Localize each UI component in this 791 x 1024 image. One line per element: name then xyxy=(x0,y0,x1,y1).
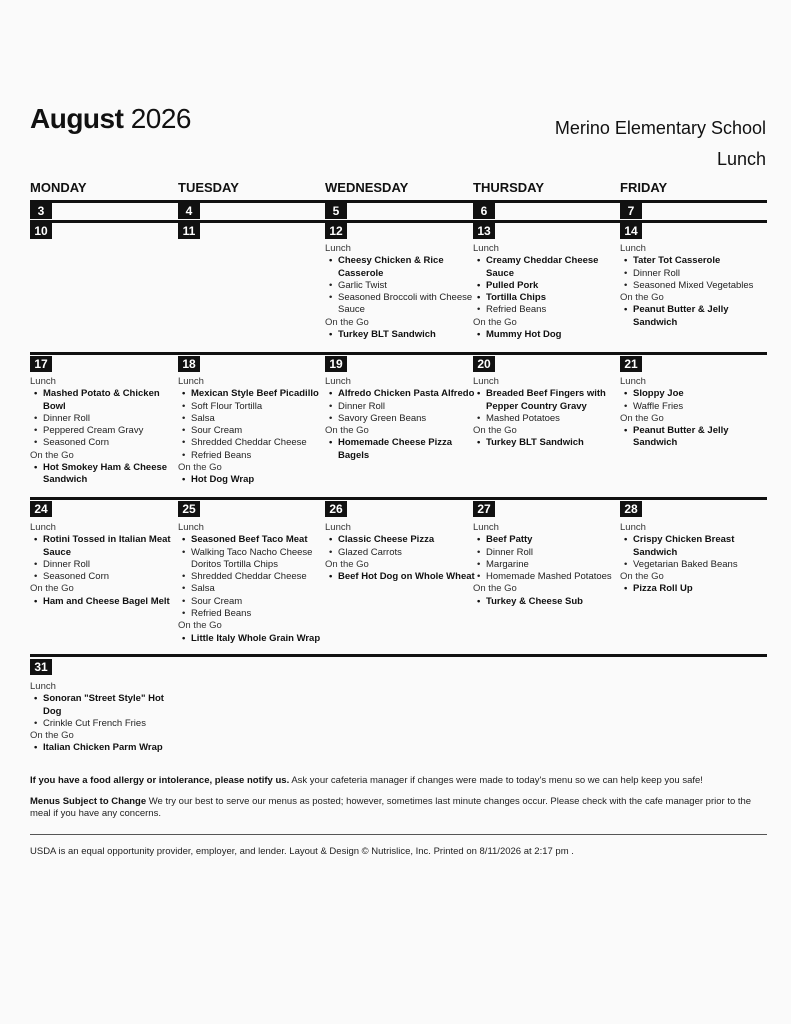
day-menu xyxy=(178,376,328,487)
menu-item: • Italian Chicken Parm Wrap xyxy=(30,742,180,754)
day-number: 11 xyxy=(178,223,200,239)
allergy-note-text: Ask your cafeteria manager if changes were made to today's menu so we can help keep you safe! xyxy=(289,775,703,786)
change-note xyxy=(30,796,770,821)
day-number: 14 xyxy=(620,223,642,239)
week-rule xyxy=(30,352,767,355)
meal-name: Lunch xyxy=(716,149,766,169)
menu-section-label: On the Go xyxy=(620,571,664,583)
menu-item: • Homemade Cheese Pizza Bagels xyxy=(325,437,475,462)
menu-item: • Breaded Beef Fingers with Pepper Country Gravy xyxy=(473,388,623,413)
menu-item: • Tortilla Chips xyxy=(473,292,623,304)
school-block xyxy=(555,113,766,175)
day-menu xyxy=(30,522,180,608)
day-number: 18 xyxy=(178,356,200,372)
menu-section-label: On the Go xyxy=(473,425,517,437)
menu-item: • Salsa xyxy=(178,413,328,425)
menu-section-label: Lunch xyxy=(325,522,351,533)
day-menu xyxy=(178,522,328,645)
menu-item: • Waffle Fries xyxy=(620,401,770,413)
menu-section-label: Lunch xyxy=(620,376,646,387)
change-note-bold: Menus Subject to Change xyxy=(30,795,147,807)
title-month: August xyxy=(30,103,124,134)
menu-item: • Beef Patty xyxy=(473,534,623,546)
title-year: 2026 xyxy=(130,103,192,134)
menu-item: • Shredded Cheddar Cheese xyxy=(178,437,328,449)
day-menu xyxy=(325,243,475,341)
menu-item: • Creamy Cheddar Cheese Sauce xyxy=(473,255,623,280)
menu-item: • Seasoned Mixed Vegetables xyxy=(620,280,770,292)
day-number: 19 xyxy=(325,356,347,372)
day-number: 13 xyxy=(473,223,495,239)
day-number: 28 xyxy=(620,501,642,517)
menu-item: • Pizza Roll Up xyxy=(620,583,770,595)
menu-section-label: Lunch xyxy=(325,376,351,387)
menu-item: • Hot Smokey Ham & Cheese Sandwich xyxy=(30,462,180,487)
day-number: 17 xyxy=(30,356,52,372)
day-menu xyxy=(473,376,623,450)
menu-section-label: Lunch xyxy=(473,376,499,387)
week-rule xyxy=(30,497,767,500)
menu-item: • Mexican Style Beef Picadillo xyxy=(178,388,328,400)
menu-item: • Margarine xyxy=(473,559,623,571)
menu-item: • Tater Tot Casserole xyxy=(620,255,770,267)
day-menu xyxy=(620,376,770,450)
menu-item: • Peanut Butter & Jelly Sandwich xyxy=(620,425,770,450)
day-number: 31 xyxy=(30,659,52,675)
day-headers xyxy=(30,180,767,198)
menu-item: • Refried Beans xyxy=(473,304,623,316)
menu-section-label: Lunch xyxy=(620,522,646,533)
menu-item: • Beef Hot Dog on Whole Wheat xyxy=(325,571,475,583)
day-header-thursday: THURSDAY xyxy=(473,180,545,195)
menu-item: • Dinner Roll xyxy=(325,401,475,413)
menu-item: • Dinner Roll xyxy=(30,413,180,425)
menu-section-label: Lunch xyxy=(325,243,351,254)
day-number: 6 xyxy=(473,203,495,219)
menu-item: • Seasoned Beef Taco Meat xyxy=(178,534,328,546)
menu-item: • Crinkle Cut French Fries xyxy=(30,718,180,730)
menu-item: • Glazed Carrots xyxy=(325,547,475,559)
menu-item: • Pulled Pork xyxy=(473,280,623,292)
day-menu xyxy=(620,243,770,329)
menu-item: • Hot Dog Wrap xyxy=(178,474,328,486)
menu-item: • Sour Cream xyxy=(178,596,328,608)
day-number: 27 xyxy=(473,501,495,517)
menu-section-label: Lunch xyxy=(620,243,646,254)
menu-item: • Refried Beans xyxy=(178,450,328,462)
menu-section-label: On the Go xyxy=(325,425,369,437)
menu-section-label: Lunch xyxy=(178,376,204,387)
menu-section-label: On the Go xyxy=(178,462,222,474)
menu-section-label: Lunch xyxy=(30,376,56,387)
menu-section-label: On the Go xyxy=(178,620,222,632)
menu-section-label: Lunch xyxy=(178,522,204,533)
menu-item: • Soft Flour Tortilla xyxy=(178,401,328,413)
menu-item: • Seasoned Corn xyxy=(30,571,180,583)
notes xyxy=(30,775,770,829)
day-menu xyxy=(30,681,180,755)
day-number: 4 xyxy=(178,203,200,219)
menu-item: • Sloppy Joe xyxy=(620,388,770,400)
day-menu xyxy=(30,376,180,487)
menu-item: • Turkey BLT Sandwich xyxy=(325,329,475,341)
menu-item: • Sour Cream xyxy=(178,425,328,437)
menu-item: • Cheesy Chicken & Rice Casserole xyxy=(325,255,475,280)
day-number: 12 xyxy=(325,223,347,239)
day-number: 24 xyxy=(30,501,52,517)
menu-item: • Mashed Potato & Chicken Bowl xyxy=(30,388,180,413)
menu-section-label: Lunch xyxy=(473,522,499,533)
menu-section-label: On the Go xyxy=(620,412,664,424)
menu-section-label: On the Go xyxy=(325,558,369,570)
menu-item: • Dinner Roll xyxy=(30,559,180,571)
week-rule xyxy=(30,200,767,203)
day-number: 7 xyxy=(620,203,642,219)
menu-item: • Crispy Chicken Breast Sandwich xyxy=(620,534,770,559)
day-header-monday: MONDAY xyxy=(30,180,87,195)
week-rule xyxy=(30,220,767,223)
menu-item: • Garlic Twist xyxy=(325,280,475,292)
day-menu xyxy=(473,522,623,608)
day-number: 21 xyxy=(620,356,642,372)
day-header-tuesday: TUESDAY xyxy=(178,180,239,195)
menu-item: • Alfredo Chicken Pasta Alfredo xyxy=(325,388,475,400)
menu-section-label: On the Go xyxy=(30,449,74,461)
menu-item: • Shredded Cheddar Cheese xyxy=(178,571,328,583)
day-number: 20 xyxy=(473,356,495,372)
menu-item: • Savory Green Beans xyxy=(325,413,475,425)
menu-item: • Peppered Cream Gravy xyxy=(30,425,180,437)
menu-item: • Seasoned Broccoli with Cheese Sauce xyxy=(325,292,475,317)
week-rule xyxy=(30,654,767,657)
day-number: 25 xyxy=(178,501,200,517)
menu-section-label: On the Go xyxy=(325,316,369,328)
page-title xyxy=(30,103,191,135)
menu-item: • Mashed Potatoes xyxy=(473,413,623,425)
menu-item: • Peanut Butter & Jelly Sandwich xyxy=(620,304,770,329)
menu-item: • Dinner Roll xyxy=(620,268,770,280)
school-name: Merino Elementary School xyxy=(554,118,766,138)
menu-item: • Homemade Mashed Potatoes xyxy=(473,571,623,583)
menu-item: • Turkey BLT Sandwich xyxy=(473,437,623,449)
menu-item: • Turkey & Cheese Sub xyxy=(473,596,623,608)
menu-item: • Seasoned Corn xyxy=(30,437,180,449)
menu-section-label: On the Go xyxy=(30,583,74,595)
menu-item: • Vegetarian Baked Beans xyxy=(620,559,770,571)
menu-section-label: Lunch xyxy=(473,243,499,254)
day-menu xyxy=(325,376,475,462)
menu-item: • Classic Cheese Pizza xyxy=(325,534,475,546)
menu-section-label: On the Go xyxy=(30,730,74,742)
day-number: 26 xyxy=(325,501,347,517)
menu-section-label: Lunch xyxy=(30,681,56,692)
day-header-wednesday: WEDNESDAY xyxy=(325,180,409,195)
change-note-text: We try our best to serve our menus as posted; however, sometimes last minute changes occur. Please check with the cafe manager prior to the meal if you have any concerns. xyxy=(30,795,752,819)
menu-section-label: Lunch xyxy=(30,522,56,533)
menu-item: • Salsa xyxy=(178,583,328,595)
menu-item: • Dinner Roll xyxy=(473,547,623,559)
day-menu xyxy=(325,522,475,583)
menu-item: • Mummy Hot Dog xyxy=(473,329,623,341)
day-number: 10 xyxy=(30,223,52,239)
menu-item: • Refried Beans xyxy=(178,608,328,620)
day-menu xyxy=(620,522,770,596)
day-number: 5 xyxy=(325,203,347,219)
footer-text: USDA is an equal opportunity provider, employer, and lender. Layout & Design © Nutrislice, Inc. Printed on 8/11/2026 at 2:17 pm . xyxy=(30,846,574,857)
allergy-note-bold: If you have a food allergy or intolerance, please notify us. xyxy=(30,775,290,786)
day-menu xyxy=(473,243,623,341)
day-number: 3 xyxy=(30,203,52,219)
menu-item: • Sonoran "Street Style" Hot Dog xyxy=(30,693,180,718)
menu-item: • Rotini Tossed in Italian Meat Sauce xyxy=(30,534,180,559)
day-header-friday: FRIDAY xyxy=(620,180,668,195)
footer-divider xyxy=(30,834,767,835)
menu-item: • Walking Taco Nacho Cheese Doritos Tortilla Chips xyxy=(178,547,328,572)
menu-section-label: On the Go xyxy=(620,292,664,304)
menu-section-label: On the Go xyxy=(473,316,517,328)
menu-section-label: On the Go xyxy=(473,583,517,595)
menu-item: • Little Italy Whole Grain Wrap xyxy=(178,633,328,645)
allergy-note xyxy=(30,775,770,788)
menu-item: • Ham and Cheese Bagel Melt xyxy=(30,596,180,608)
